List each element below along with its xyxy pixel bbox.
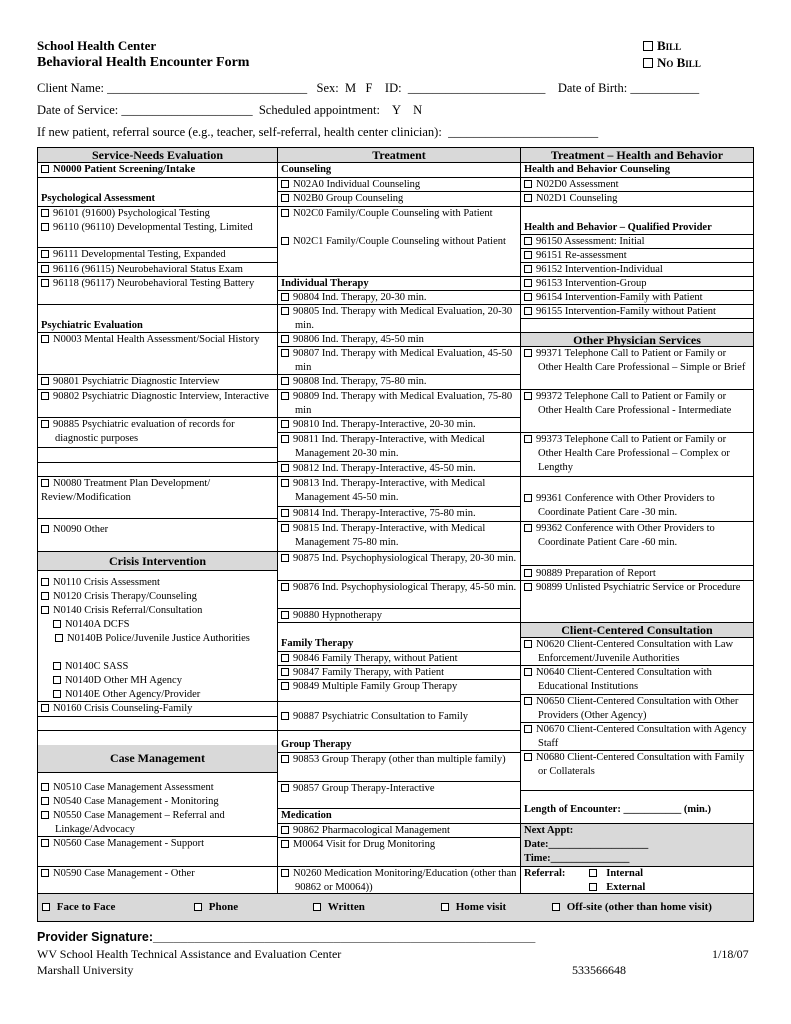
checkbox-icon[interactable] [643,41,653,51]
checkbox-icon[interactable] [281,335,289,343]
checkbox-icon[interactable] [281,869,289,877]
code-item[interactable]: N0260 Medication Monitoring/Education (other than 90862 or M0064)) [278,867,520,895]
code-item[interactable]: N0670 Client-Centered Consultation with Agency Staff [521,723,753,751]
section-header: Other Physician Services [521,333,753,347]
code-item[interactable]: 90875 Ind. Psychophysiological Therapy, 20-30 min. [278,552,520,581]
subsection-title: Individual Therapy [278,277,520,291]
checkbox-icon[interactable] [281,554,289,562]
code-item[interactable]: 90805 Ind. Therapy with Medical Evaluation, 20-30 min. [278,305,520,333]
subsection-title: Psychological Assessment [38,178,277,207]
checkbox-icon[interactable] [41,335,49,343]
checkbox-icon[interactable] [41,265,49,273]
checkbox-icon[interactable] [524,435,532,443]
code-item[interactable]: N0560 Case Management - Support [38,837,277,867]
code-item[interactable]: 90815 Ind. Therapy-Interactive, with Medical Management 75-80 min. [278,522,520,552]
code-item[interactable]: N0140C SASS [38,660,277,674]
checkbox-icon[interactable] [281,464,289,472]
code-item[interactable]: 99372 Telephone Call to Patient or Family or Other Health Care Professional - Intermediate [521,390,753,433]
referral-source-line[interactable]: If new patient, referral source (e.g., teacher, self-referral, health center clinician): ________________________ [37,125,599,139]
code-item[interactable]: 96110 (96110) Developmental Testing, Limited [38,207,277,248]
code-item[interactable]: N02D1 Counseling [521,192,753,207]
checkbox-icon[interactable] [41,811,49,819]
code-item[interactable]: 96151 Re-assessment [521,249,753,263]
offsite-option[interactable]: Off-site (other than home visit) [552,901,712,913]
checkbox-icon[interactable] [41,839,49,847]
checkbox-icon[interactable] [281,682,289,690]
code-item[interactable]: N0160 Crisis Counseling-Family [38,702,277,717]
checkbox-icon[interactable] [53,662,61,670]
checkbox-icon[interactable] [281,307,289,315]
phone-option[interactable]: Phone [194,901,238,913]
code-item[interactable]: N0000 Patient Screening/Intake [38,163,277,178]
checkbox-icon[interactable] [281,840,289,848]
checkbox-icon[interactable] [313,903,321,911]
checkbox-icon[interactable] [55,634,63,642]
service-needs-column [38,148,278,893]
checkbox-icon[interactable] [281,611,289,619]
checkbox-icon[interactable] [42,903,50,911]
code-item[interactable]: 99361 Conference with Other Providers to Coordinate Patient Care -30 min. [521,477,753,522]
checkbox-icon[interactable] [524,753,532,761]
code-item[interactable]: N02C1 Family/Couple Counseling without Patient [278,235,520,277]
checkbox-icon[interactable] [53,676,61,684]
health-behavior-column [521,148,753,893]
code-item[interactable]: 90847 Family Therapy, with Patient [278,666,520,680]
checkbox-icon[interactable] [41,704,49,712]
no-bill-option[interactable]: No Bill [643,55,701,71]
subsection-title: Psychiatric Evaluation [38,305,277,333]
referral-external[interactable]: External [589,881,645,895]
code-item[interactable]: N02D0 Assessment [521,178,753,192]
blank-row [38,717,277,731]
code-item[interactable]: 90804 Ind. Therapy, 20-30 min. [278,291,520,305]
code-item[interactable]: 90849 Multiple Family Group Therapy [278,680,520,702]
checkbox-icon[interactable] [281,826,289,834]
code-item[interactable]: 90802 Psychiatric Diagnostic Interview, Interactive [38,390,277,418]
subsection-title: Group Therapy [278,731,520,753]
code-item[interactable]: 90889 Preparation of Report [521,566,753,581]
code-item[interactable]: 99362 Conference with Other Providers to Coordinate Patient Care -60 min. [521,522,753,566]
appt-date-field[interactable]: Date:___________________ [524,839,649,850]
checkbox-icon[interactable] [41,783,49,791]
client-info-line[interactable]: Client Name: ________________________________ Sex: M F ID: ______________________ Date of Birth: ___________ [37,81,700,95]
code-item[interactable]: N0650 Client-Centered Consultation with Other Providers (Other Agency) [521,695,753,723]
code-item[interactable]: 90899 Unlisted Psychiatric Service or Procedure [521,581,753,623]
checkbox-icon[interactable] [41,578,49,586]
checkbox-icon[interactable] [281,524,289,532]
form-code: 533566648 [572,963,626,977]
subsection-title: Health and Behavior – Qualified Provider [521,207,753,235]
checkbox-icon[interactable] [41,479,49,487]
code-item[interactable]: 90846 Family Therapy, without Patient [278,652,520,666]
checkbox-icon[interactable] [524,392,532,400]
checkbox-icon[interactable] [524,583,532,591]
checkbox-icon[interactable] [281,392,289,400]
code-item[interactable]: 90807 Ind. Therapy with Medical Evaluation, 45-50 min [278,347,520,375]
referral-internal[interactable]: Internal [589,867,643,881]
checkbox-icon[interactable] [41,869,49,877]
code-item[interactable]: N02A0 Individual Counseling [278,178,520,192]
next-appointment[interactable]: Next Appt: Date:___________________ Time:_______________ [521,824,753,867]
code-item[interactable]: 90812 Ind. Therapy-Interactive, 45-50 min. [278,462,520,477]
subsection-title: Family Therapy [278,623,520,652]
form-title: Behavioral Health Encounter Form [37,55,250,70]
checkbox-icon[interactable] [524,668,532,676]
checkbox-icon[interactable] [41,797,49,805]
code-item[interactable]: 96153 Intervention-Group [521,277,753,291]
code-item[interactable]: N0640 Client-Centered Consultation with Educational Institutions [521,666,753,695]
code-item[interactable]: 90862 Pharmacological Management [278,824,520,838]
code-item[interactable]: 96154 Intervention-Family with Patient [521,291,753,305]
blank-row [38,448,277,463]
section-header: Treatment – Health and Behavior [521,148,753,163]
checkbox-icon[interactable] [41,592,49,600]
section-header: Crisis Intervention [38,552,277,571]
code-item[interactable]: M0064 Visit for Drug Monitoring [278,838,520,867]
code-item[interactable]: N0680 Client-Centered Consultation with Family or Collaterals [521,751,753,791]
subsection-title: Medication [278,809,520,824]
code-item[interactable]: N02C0 Family/Couple Counseling with Patient [278,207,520,221]
university-name: Marshall University [37,963,134,977]
checkbox-icon[interactable] [281,509,289,517]
checkbox-icon[interactable] [281,755,289,763]
code-item[interactable]: 90885 Psychiatric evaluation of records for diagnostic purposes [38,418,277,448]
checkbox-icon[interactable] [281,420,289,428]
subsection-title: Counseling [278,163,520,178]
section-header: Case Management [38,745,277,773]
code-item[interactable]: N0140E Other Agency/Provider [38,688,277,702]
checkbox-icon[interactable] [552,903,560,911]
checkbox-icon[interactable] [524,293,532,301]
checkbox-icon[interactable] [281,668,289,676]
code-item[interactable]: 99373 Telephone Call to Patient or Family or Other Health Care Professional – Complex or Lengthy [521,433,753,477]
home-visit-option[interactable]: Home visit [441,901,506,913]
checkbox-icon[interactable] [524,194,532,202]
checkbox-icon[interactable] [281,194,289,202]
code-item[interactable]: 90801 Psychiatric Diagnostic Interview [38,375,277,390]
checkbox-icon[interactable] [281,377,289,385]
code-item[interactable]: 90809 Ind. Therapy with Medical Evaluation, 75-80 min [278,390,520,418]
checkbox-icon[interactable] [281,583,289,591]
checkbox-icon[interactable] [281,349,289,357]
checkbox-icon[interactable] [53,620,61,628]
appt-time-field[interactable]: Time:_______________ [524,853,630,864]
checkbox-icon[interactable] [524,349,532,357]
code-item[interactable]: 90813 Ind. Therapy-Interactive, with Medical Management 45-50 min. [278,477,520,507]
code-item[interactable]: N02B0 Group Counseling [278,192,520,207]
center-name: WV School Health Technical Assistance and Evaluation Center [37,947,342,961]
checkbox-icon[interactable] [194,903,202,911]
code-item[interactable]: 90857 Group Therapy-Interactive [278,782,520,809]
checkbox-icon[interactable] [41,606,49,614]
checkbox-icon[interactable] [524,524,532,532]
checkbox-icon[interactable] [643,58,653,68]
checkbox-icon[interactable] [524,697,532,705]
code-item[interactable]: 96118 (96117) Neurobehavioral Testing Battery [38,277,277,305]
treatment-column [278,148,521,893]
code-item[interactable]: 96101 (91600) Psychological Testing [38,207,277,221]
checkbox-icon[interactable] [41,279,49,287]
code-item[interactable]: 96155 Intervention-Family without Patient [521,305,753,319]
checkbox-icon[interactable] [41,377,49,385]
checkbox-icon[interactable] [524,180,532,188]
code-item[interactable]: 90810 Ind. Therapy-Interactive, 20-30 min. [278,418,520,433]
subsection-title: Health and Behavior Counseling [521,163,753,178]
code-item[interactable]: N0140B Police/Juvenile Justice Authorities [38,632,277,646]
checkbox-icon[interactable] [281,180,289,188]
checkbox-icon[interactable] [524,251,532,259]
encounter-length[interactable]: Length of Encounter: ___________ (min.) [521,791,753,824]
visit-type-row [38,893,753,921]
code-item[interactable]: 90887 Psychiatric Consultation to Family [278,702,520,731]
service-date-line[interactable]: Date of Service: _____________________ Scheduled appointment: Y N [37,103,423,117]
code-item[interactable]: 96116 (96115) Neurobehavioral Status Exam [38,263,277,277]
checkbox-icon[interactable] [524,640,532,648]
code-item[interactable]: 90853 Group Therapy (other than multiple family) [278,753,520,782]
checkbox-icon[interactable] [524,265,532,273]
checkbox-icon[interactable] [281,654,289,662]
checkbox-icon[interactable] [281,479,289,487]
code-item[interactable]: 90808 Ind. Therapy, 75-80 min. [278,375,520,390]
section-header: Treatment [278,148,520,163]
section-header: Client-Centered Consultation [521,623,753,638]
checkbox-icon[interactable] [589,883,597,891]
code-item[interactable]: N0590 Case Management - Other [38,867,277,881]
checkbox-icon[interactable] [281,784,289,792]
code-item[interactable]: N0140 Crisis Referral/Consultation [38,604,277,618]
code-item[interactable]: 96150 Assessment: Initial [521,235,753,249]
code-item[interactable]: 90806 Ind. Therapy, 45-50 min [278,333,520,347]
blank-row [521,319,753,333]
code-item[interactable]: N0550 Case Management – Referral and Linkage/Advocacy [38,809,277,837]
section-header: Service-Needs Evaluation [38,148,277,163]
code-item[interactable]: 99371 Telephone Call to Patient or Family or Other Health Care Professional – Simple or Brief [521,347,753,390]
referral-block: Referral: Internal External [524,868,646,893]
checkbox-icon[interactable] [41,525,49,533]
checkbox-icon[interactable] [524,725,532,733]
code-item[interactable]: N0090 Other [38,519,277,552]
checkbox-icon[interactable] [41,165,49,173]
face-to-face-option[interactable]: Face to Face [42,901,115,913]
checkbox-icon[interactable] [441,903,449,911]
checkbox-icon[interactable] [41,250,49,258]
org-name: School Health Center [37,38,157,53]
checkbox-icon[interactable] [281,209,289,217]
code-item[interactable]: N0540 Case Management - Monitoring [38,795,277,809]
form-date: 1/18/07 [712,947,749,961]
code-item[interactable]: N0110 Crisis Assessment [38,576,277,590]
provider-signature[interactable]: Provider Signature:_______________________________________________________ [37,930,536,944]
encounter-table [37,147,754,922]
checkbox-icon[interactable] [53,690,61,698]
code-item[interactable]: N0120 Crisis Therapy/Counseling [38,590,277,604]
bill-option[interactable]: Bill [643,38,681,54]
code-item[interactable]: N0620 Client-Centered Consultation with Law Enforcement/Juvenile Authorities [521,638,753,666]
code-item[interactable]: 90814 Ind. Therapy-Interactive, 75-80 min. [278,507,520,522]
code-item[interactable]: N0003 Mental Health Assessment/Social History [38,333,277,375]
written-option[interactable]: Written [313,901,365,913]
code-item[interactable]: 90811 Ind. Therapy-Interactive, with Medical Management 20-30 min. [278,433,520,462]
code-item[interactable]: N0140A DCFS [38,618,277,632]
checkbox-icon[interactable] [524,494,532,502]
checkbox-icon[interactable] [41,392,49,400]
checkbox-icon[interactable] [281,237,289,245]
checkbox-icon[interactable] [41,223,49,231]
checkbox-icon[interactable] [589,869,597,877]
checkbox-icon[interactable] [281,435,289,443]
code-item[interactable]: 96152 Intervention-Individual [521,263,753,277]
checkbox-icon[interactable] [524,237,532,245]
checkbox-icon[interactable] [281,293,289,301]
code-item[interactable]: N0510 Case Management Assessment [38,781,277,795]
code-item[interactable]: 96111 Developmental Testing, Expanded [38,248,277,263]
checkbox-icon[interactable] [524,307,532,315]
checkbox-icon[interactable] [524,569,532,577]
code-item[interactable]: 90880 Hypnotherapy [278,609,520,623]
checkbox-icon[interactable] [41,420,49,428]
code-item[interactable]: 90876 Ind. Psychophysiological Therapy, 45-50 min. [278,581,520,609]
code-item[interactable]: N0080 Treatment Plan Development/ Review/Modification [38,477,277,519]
checkbox-icon[interactable] [524,279,532,287]
checkbox-icon[interactable] [281,712,289,720]
code-item[interactable]: N0140D Other MH Agency [38,674,277,688]
blank-row [38,463,277,477]
